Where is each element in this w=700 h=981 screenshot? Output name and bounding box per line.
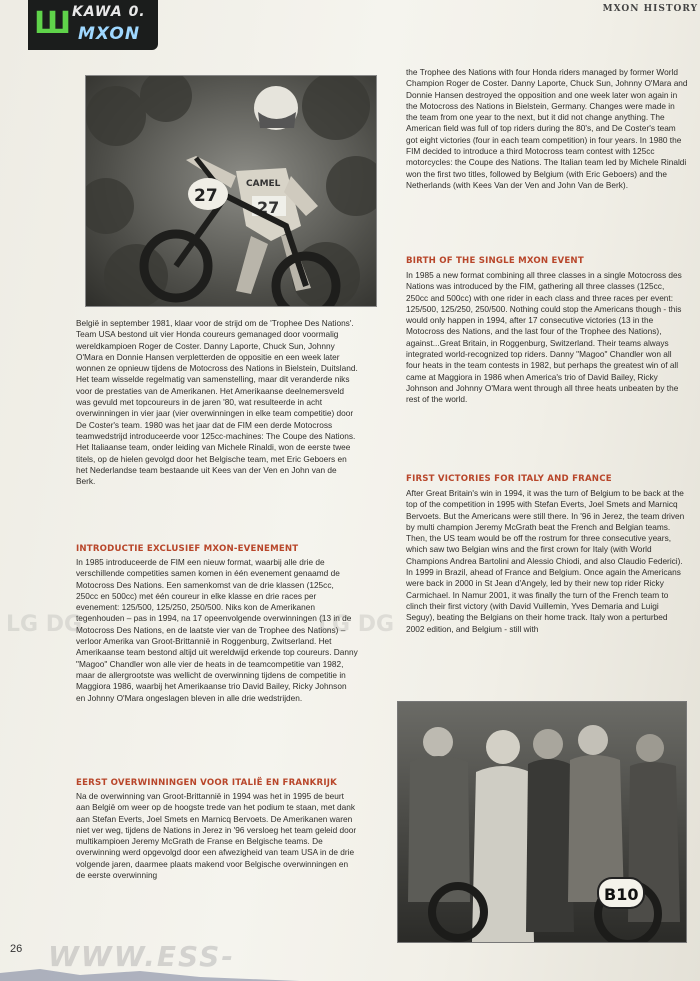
watermark-logo: LG DG [318, 612, 395, 637]
page-header [0, 0, 700, 62]
dutch-mxon-paragraph [76, 557, 358, 704]
dutch-heading-first-victories [76, 778, 358, 788]
paddock-group-photo [398, 702, 686, 942]
paragraph-text: In 1985 introduceerde de FIM een nieuw format, waarbij alle drie de verschillende competities samen komen in één evenement genaamd de Motocross Des Nations. Een samenkomst van de drie klassen (125cc, 250cc en 500cc) met één coureur in elke klasse en drie races per evenement: 125/500, 125/250, 250/500. Niks kon de Amerikanen tegenhouden – pas in 1994, na 17 opeenvolgende overwinningen (13 in de Motocross Des Nations, en de laatste vier van de Trophee des Nations) – verloor Amerika van Groot-Brittannië in Roggenburg, Zwitserland. Het Amerikaanse team bestond altijd uit wereldwijd erkende top coureurs. Danny "Magoo" Chandler won alle vier de heats in de teamcompetitie van 1982, maar de allergrootste was wellicht de overwinning tijdens de competitie in Maggiora 1986, waarbij het Amerikaanse trio David Bailey, Ricky Johnson en Johnny O'Mara ongeslagen bleven in alle drie wedstrijden. [76, 557, 358, 703]
english-intro-paragraph [406, 67, 688, 191]
english-victories-paragraph [406, 488, 688, 635]
dutch-victories-paragraph [76, 791, 358, 881]
dutch-heading-mxon-event [76, 544, 358, 554]
paragraph-text: After Great Britain's win in 1994, it was the turn of Belgium to be back at the top of the competition in 1995 with Stefan Everts, Joel Smets and Marnicq Bervoets. But the Americans were still there. In '96 in Jerez, the team driven by multi champion Jeremy McGrath beat the French and Belgian teams. Then, the US team would be off the rostrum for three consecutive years, which saw two Belgian wins and the first crown for Italy (with World Champions Andrea Bartolini and Alessio Chiodi, and also Claudio Federici). In 1999 in Brazil, ahead of France and Belgium. Once again the Americans were back in 2000 in St Jean d'Angely, led by their new top rider Ricky Carmichael. In Namur 2001, it was finally the turn of the French team to clinch their first victory (with David Vuillemin, Yves Demaria and Luigi Seguy), beating the Belgians on their home track. Italy won a perturbed 2002 edition, and Belgium - still with [406, 488, 685, 634]
watermark-url: WWW.ESS- [48, 940, 235, 973]
section-heading: FIRST VICTORIES FOR ITALY AND FRANCE [406, 474, 612, 484]
watermark-logo: LG DG [6, 612, 83, 637]
section-heading: BIRTH OF THE SINGLE MXON EVENT [406, 256, 584, 266]
page-number: 26 [10, 943, 23, 955]
section-heading: EERST OVERWINNINGEN VOOR ITALIË EN FRANKRIJK [76, 778, 337, 788]
jersey-sponsor: CAMEL [246, 179, 281, 189]
paragraph-text: the Trophee des Nations with four Honda riders managed by former World Champion Roger de Coster. Danny Laporte, Chuck Sun, Johnny O'Mara and Donnie Hansen destroyed the opposition and one week later won again in the Motocross des Nations in Bielstein, Germany. Changes were made in the team from one year to the next, but it did not change anything. The American field was full of top riders during the 80's, and De Coster's team got eight victories (four in each team competition) in four years. In 1980 the FIM decided to introduce a third Motocross team contest with 125cc motorcycles: the Coupe des Nations. The Italian team led by Michele Rinaldi won the first two titles, followed by Belgium (with Eric Geboers) and the Netherlands (with Kees Van der Ven and John Van de Berk). [406, 67, 688, 190]
paragraph-text: België in september 1981, klaar voor de strijd om de 'Trophee Des Nations'. Team USA bestond uit vier Honda coureurs gemanaged door voormalig wereldkampioen Roger de Coster. Danny Laporte, Chuck Sun, Johnny O'Mara en Donnie Hansen verpletterden de oppositie en een week later wonnen ze opnieuw tijdens de Motocross des Nations in Bielstein, Duitsland. Het team wisselde regelmatig van samenstelling, maar dit veranderde niks voor de prestaties van de Amerikanen. Het Amerikaanse deelnemersveld was gevuld met topcoureurs in de jaren '80, wat resulteerde in acht overwinningen in vier jaar (vier overwinningen in elke team competitie) door De Coster's team. 1980 was het jaar dat de FIM een derde Motocross teamwedstrijd introduceerde voor 125cc-machines: The Coupe des Nations. Het Italiaanse team, onder leiding van Michele Rinaldi, won de eerste twee titels, op de hielen gevolgd door het Belgische team, met Eric Geboers en het Nederlandse team bestaande uit Kees van der Ven en John van de Berk. [76, 318, 358, 487]
logo-top-text: KAWA 0. [72, 4, 146, 20]
paragraph-text: In 1985 a new format combining all three classes in a single Motocross des Nations was introduced by the FIM, gathering all three classes (125cc, 250cc and 500cc) with one rider in each class and three races per event: 125/500, 125/250, 250/500. Nothing could stop the Americans though - this would only happen in 1994, after 17 consecutive victories (13 in the Motocross des Nations, and the last four of the Trophee des Nations), against...Great Britain, in Roggenburg, Switzerland. Their teams always integrated world-recognized top riders. Danny "Magoo" Chandler won all four heats in the team contests in 1982, but perhaps the greatest win of all came at Maggiora in 1986 when America's trio of David Bailey, Ricky Johnson and Johnny O'Mara went through all three heats unbeaten by the rest of the world. [406, 270, 682, 405]
running-head: MXON HISTORY [602, 4, 698, 14]
rider-photo [86, 76, 376, 306]
section-heading: INTRODUCTIE EXCLUSIEF MXON-EVENEMENT [76, 544, 299, 554]
english-heading-first-victories [406, 474, 688, 484]
logo-mxon-text: MXON [78, 24, 141, 44]
monster-mxon-logo [28, 0, 158, 50]
footer-decoration [0, 953, 300, 981]
dutch-intro-paragraph [76, 318, 358, 487]
number-plate-text: B10 [604, 885, 639, 904]
number-plate-text: 27 [194, 186, 218, 206]
english-heading-mxon-event [406, 256, 688, 266]
monster-claw-icon: Ш [34, 6, 72, 41]
jersey-number: 27 [257, 198, 280, 217]
english-mxon-paragraph [406, 270, 688, 406]
paragraph-text: Na de overwinning van Groot-Brittannië in 1994 was het in 1995 de beurt aan België om weer op de hoogste trede van het podium te staan, met dank aan Stefan Everts, Joel Smets en Marnicq Bervoets. De Amerikanen waren niet ver weg, tijdens de Nations in Jerez in '96 versloeg het team geleid door multikampioen Jeremy McGrath de Franse en Belgische teams. De overwinning werd opgevolgd door een afwezigheid van team USA in de drie volgende jaren, daarmee plaats makend voor Belgische overwinningen en de eerste overwinning [76, 791, 357, 881]
number-plate [188, 178, 228, 210]
